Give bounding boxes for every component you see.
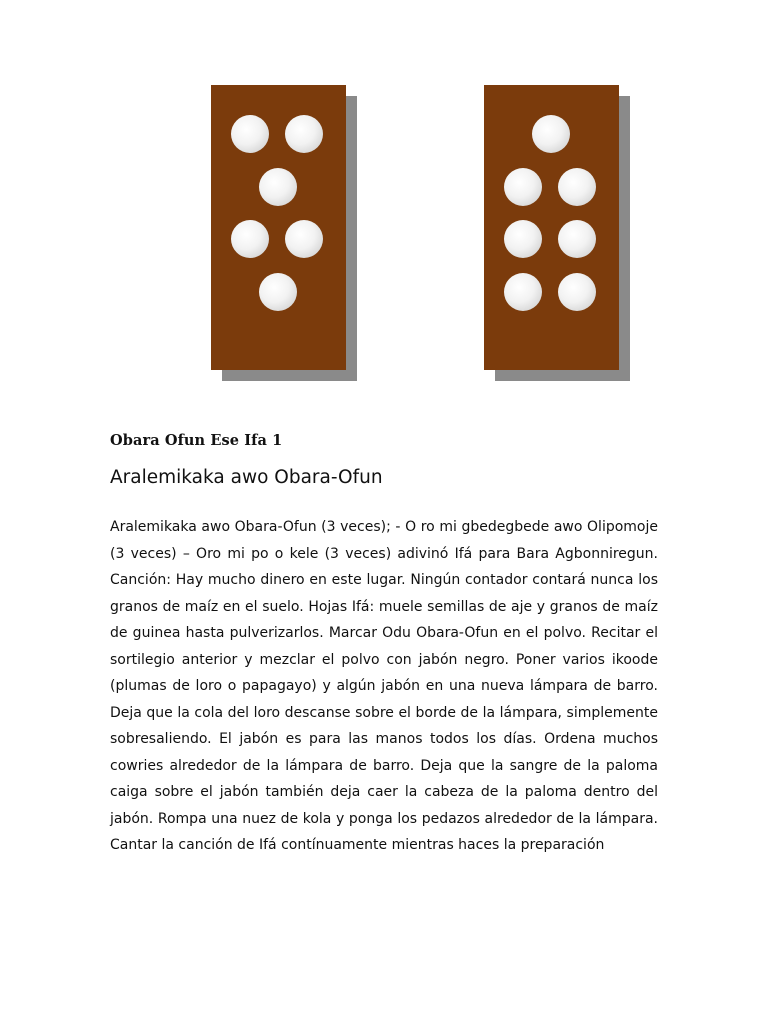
odu-mark — [259, 273, 297, 311]
odu-mark — [285, 115, 323, 153]
odu-mark — [259, 168, 297, 206]
odu-mark — [504, 273, 542, 311]
odu-mark — [504, 168, 542, 206]
odu-mark — [558, 168, 596, 206]
odu-mark — [532, 115, 570, 153]
page-title: Aralemikaka awo Obara-Ofun — [110, 467, 383, 488]
odu-mark — [558, 273, 596, 311]
body-paragraph: Aralemikaka awo Obara-Ofun (3 veces); - O ro mi gbedegbede awo Olipomoje (3 veces) – Oro mi po o kele (3 veces) adivinó Ifá para Bara Agbonniregun. Canción: Hay mucho dinero en este lugar. Ningún contador contará nunca los granos de maíz en el suelo. Hojas Ifá: muele semillas de aje y granos de maíz de guinea hasta pulverizarlos. Marcar Odu Obara-Ofun en el polvo. Recitar el sortilegio anterior y mezclar el polvo con jabón negro. Poner varios ikoode (plumas de loro o papagayo) y algún jabón en una nueva lámpara de barro. Deja que la cola del loro descanse sobre el borde de la lámpara, simplemente sobresaliendo. El jabón es para las manos todos los días. Ordena muchos cowries alrededor de la lámpara de barro. Deja que la sangre de la paloma caiga sobre el jabón también deja caer la cabeza de la paloma dentro del jabón. Rompa una nuez de kola y ponga los pedazos alrededor de la lámpara. Cantar la canción de Ifá contínuamente mientras haces la preparación — [110, 519, 658, 853]
odu-panel — [484, 85, 619, 370]
odu-figure-ofun — [484, 85, 619, 370]
odu-mark — [231, 220, 269, 258]
odu-mark — [558, 220, 596, 258]
odu-mark — [285, 220, 323, 258]
odu-panel — [211, 85, 346, 370]
odu-mark — [231, 115, 269, 153]
section-subtitle: Obara Ofun Ese Ifa 1 — [110, 432, 283, 449]
odu-mark — [504, 220, 542, 258]
odu-figure-obara — [211, 85, 346, 370]
